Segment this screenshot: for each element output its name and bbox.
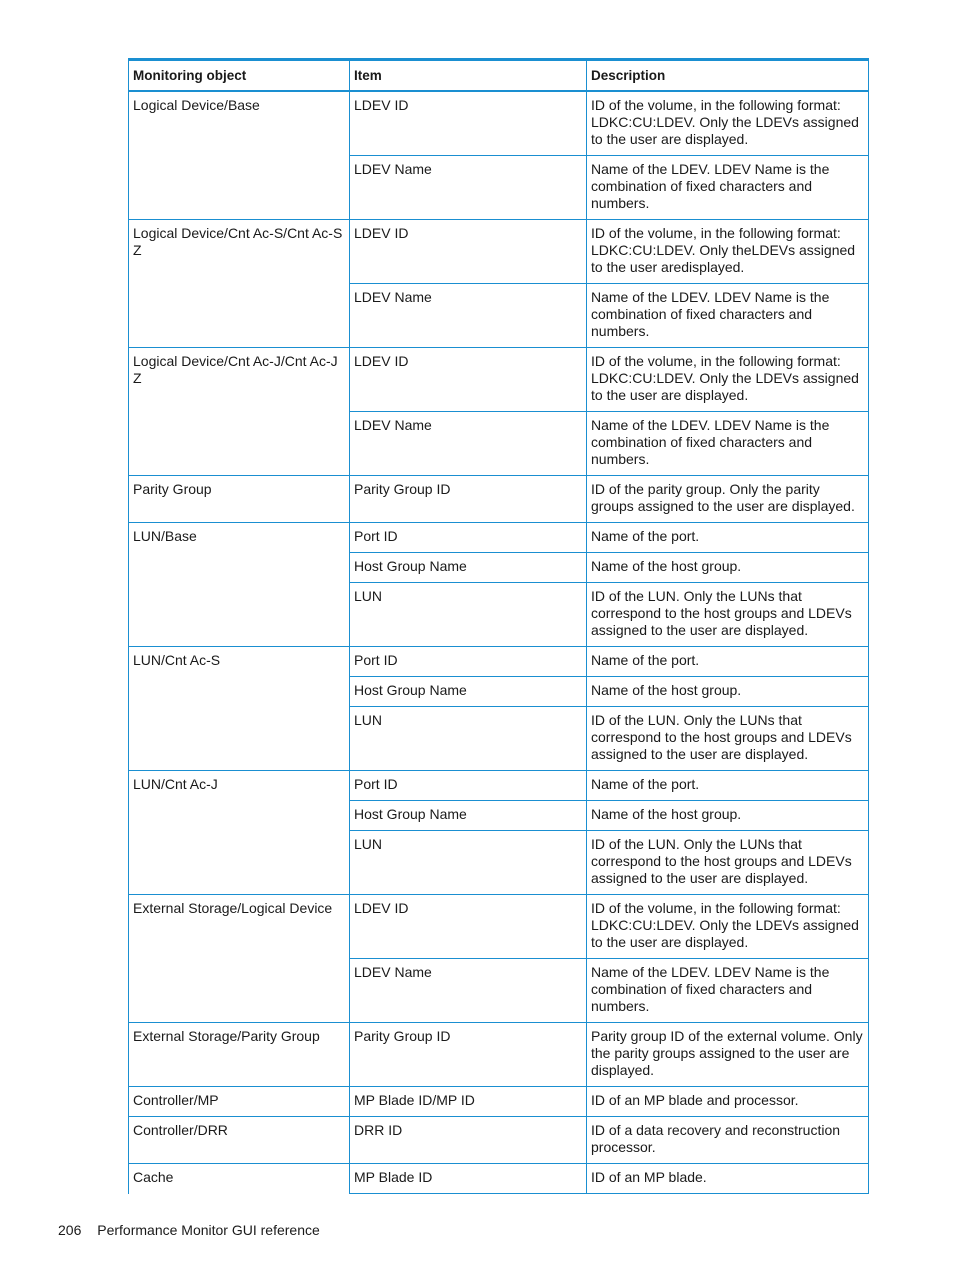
description-cell: Name of the LDEV. LDEV Name is the combination of fixed characters and numbers. [587,412,869,476]
item-cell: Port ID [350,523,587,553]
table-row [129,647,869,677]
item-cell: LDEV ID [350,895,587,959]
description-cell: ID of a data recovery and reconstruction processor. [587,1117,869,1164]
item-cell: Parity Group ID [350,1023,587,1087]
description-cell: ID of an MP blade. [587,1164,869,1194]
item-cell: Parity Group ID [350,476,587,523]
table-row [129,220,869,284]
description-cell: Name of the host group. [587,553,869,583]
description-cell: ID of the LUN. Only the LUNs that correspond to the host groups and LDEVs assigned to the user are displayed. [587,583,869,647]
item-cell: LDEV Name [350,284,587,348]
item-cell: LDEV ID [350,348,587,412]
item-cell: Port ID [350,647,587,677]
item-cell: LDEV ID [350,91,587,156]
table-row [129,1023,869,1087]
item-cell: LUN [350,831,587,895]
table-row [129,1117,869,1164]
item-cell: Host Group Name [350,677,587,707]
description-cell: ID of the volume, in the following format: LDKC:CU:LDEV. Only the LDEVs assigned to the user are displayed. [587,348,869,412]
page-number: 206 [58,1222,82,1238]
description-cell: Name of the port. [587,771,869,801]
table-row [129,771,869,801]
item-cell: LDEV ID [350,220,587,284]
item-cell: Host Group Name [350,801,587,831]
monitoring-object-cell: LUN/Cnt Ac-J [129,771,350,895]
monitoring-object-cell: Controller/DRR [129,1117,350,1164]
section-title: Performance Monitor GUI reference [97,1222,320,1238]
description-cell: Name of the port. [587,523,869,553]
monitoring-objects-table [128,58,869,1194]
description-cell: ID of the parity group. Only the parity groups assigned to the user are displayed. [587,476,869,523]
table-row [129,1164,869,1194]
item-cell: DRR ID [350,1117,587,1164]
item-cell: LDEV Name [350,156,587,220]
description-cell: ID of the volume, in the following format: LDKC:CU:LDEV. Only the LDEVs assigned to the user are displayed. [587,91,869,156]
description-cell: Name of the LDEV. LDEV Name is the combination of fixed characters and numbers. [587,156,869,220]
item-cell: LUN [350,707,587,771]
description-cell: Name of the LDEV. LDEV Name is the combination of fixed characters and numbers. [587,284,869,348]
item-cell: MP Blade ID [350,1164,587,1194]
item-cell: LDEV Name [350,959,587,1023]
monitoring-object-cell: External Storage/Logical Device [129,895,350,1023]
table-row [129,1087,869,1117]
item-cell: LUN [350,583,587,647]
table-row [129,476,869,523]
monitoring-object-cell: Cache [129,1164,350,1194]
monitoring-object-cell: Logical Device/Cnt Ac-J/Cnt Ac-J Z [129,348,350,476]
monitoring-object-cell: Controller/MP [129,1087,350,1117]
description-cell: ID of the LUN. Only the LUNs that correspond to the host groups and LDEVs assigned to the user are displayed. [587,831,869,895]
header-description: Description [587,60,869,92]
monitoring-object-cell: LUN/Cnt Ac-S [129,647,350,771]
header-monitoring-object: Monitoring object [129,60,350,92]
table-row [129,895,869,959]
item-cell: Port ID [350,771,587,801]
item-cell: Host Group Name [350,553,587,583]
monitoring-object-cell: Logical Device/Cnt Ac-S/Cnt Ac-S Z [129,220,350,348]
page-footer [58,1222,320,1238]
description-cell: Parity group ID of the external volume. Only the parity groups assigned to the user are displayed. [587,1023,869,1087]
monitoring-object-cell: External Storage/Parity Group [129,1023,350,1087]
description-cell: ID of the LUN. Only the LUNs that correspond to the host groups and LDEVs assigned to the user are displayed. [587,707,869,771]
header-item: Item [350,60,587,92]
description-cell: Name of the host group. [587,801,869,831]
description-cell: Name of the host group. [587,677,869,707]
table-row [129,91,869,156]
item-cell: LDEV Name [350,412,587,476]
monitoring-object-cell: LUN/Base [129,523,350,647]
description-cell: ID of the volume, in the following format: LDKC:CU:LDEV. Only the LDEVs assigned to the user are displayed. [587,895,869,959]
monitoring-object-cell: Logical Device/Base [129,91,350,220]
description-cell: ID of the volume, in the following format: LDKC:CU:LDEV. Only theLDEVs assigned to the user aredisplayed. [587,220,869,284]
table-row [129,523,869,553]
description-cell: Name of the port. [587,647,869,677]
table-row [129,348,869,412]
table-header-row [129,60,869,92]
description-cell: Name of the LDEV. LDEV Name is the combination of fixed characters and numbers. [587,959,869,1023]
item-cell: MP Blade ID/MP ID [350,1087,587,1117]
description-cell: ID of an MP blade and processor. [587,1087,869,1117]
monitoring-object-cell: Parity Group [129,476,350,523]
